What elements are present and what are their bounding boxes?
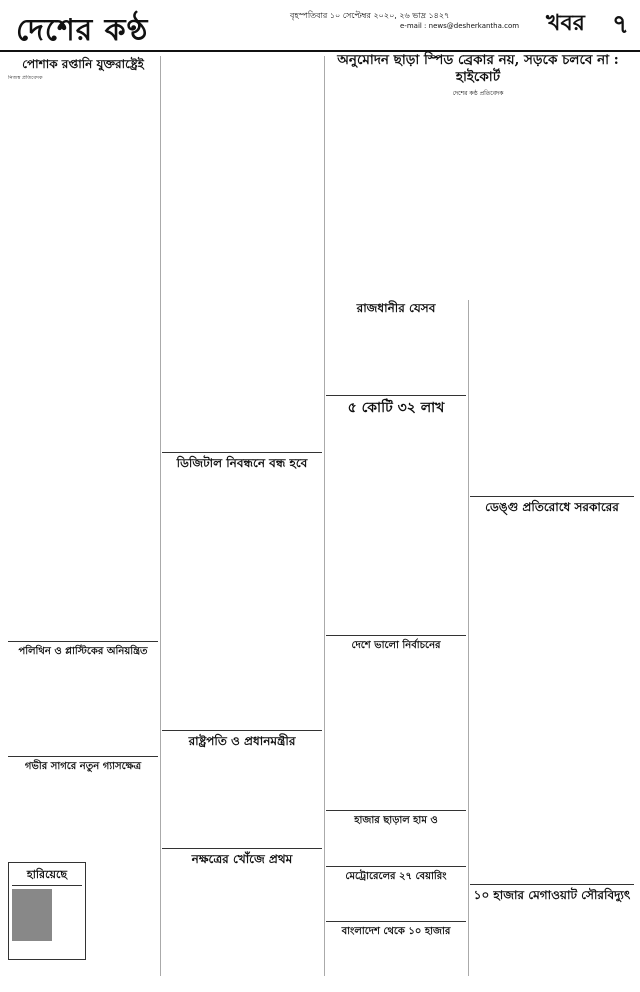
article-body	[162, 752, 322, 842]
missing-notice-title: হারিয়েছে	[12, 866, 82, 886]
article-body	[326, 419, 466, 629]
column-2	[162, 56, 322, 915]
divider	[162, 730, 322, 731]
article-headline: রাজধানীর যেসব	[356, 301, 436, 315]
article-headline: রাষ্ট্রপতি ও প্রধানমন্ত্রীর	[188, 733, 296, 748]
masthead	[0, 0, 640, 52]
column-rule	[160, 56, 161, 976]
divider	[8, 756, 158, 757]
article-body	[8, 660, 158, 750]
lead-article	[322, 52, 634, 303]
divider	[326, 866, 466, 867]
article-headline: হাজার ছাড়াল হাম ও	[354, 815, 438, 827]
divider	[162, 452, 322, 453]
divider	[326, 921, 466, 922]
divider	[470, 884, 634, 885]
missing-person-photo	[12, 889, 52, 941]
article-body	[470, 300, 634, 490]
article-body	[326, 885, 466, 915]
missing-notice	[8, 862, 86, 960]
column-1	[8, 56, 158, 960]
section-name: খবর	[546, 10, 585, 36]
article-body	[162, 474, 322, 724]
article-byline: নিজস্ব প্রতিবেদক	[8, 74, 43, 81]
lead-headline: অনুমোদন ছাড়া স্পিড ব্রেকার নয়, সড়কে চলবে না : হাইকোর্ট	[337, 52, 619, 85]
article-body	[162, 56, 322, 446]
article-body	[8, 75, 158, 635]
article-headline: ৫ কোটি ৩২ লাখ	[347, 399, 445, 416]
article-headline: গভীর সাগরে নতুন গ্যাসক্ষেত্র	[24, 761, 142, 773]
article-body	[326, 654, 466, 804]
article-headline: ডেঙ্গু প্রতিরোধে সরকারের	[485, 500, 619, 514]
article-headline: মেট্রোরেলের ২৭ বেয়ারিং	[345, 870, 447, 882]
article-headline: পলিথিন ও প্লাস্টিকের অনিয়ন্ত্রিত	[18, 645, 148, 657]
email-line: e-mail : news@desherkantha.com	[400, 22, 520, 30]
article-body	[162, 869, 322, 909]
divider	[470, 496, 634, 497]
divider	[326, 635, 466, 636]
article-body	[326, 319, 466, 389]
article-body	[470, 906, 634, 986]
article-headline: নক্ষত্রের খোঁজে প্রথম	[191, 851, 293, 866]
column-3	[326, 300, 466, 987]
article-headline: দেশে ভালো নির্বাচনের	[351, 639, 441, 651]
article-body	[470, 518, 634, 878]
article-headline: পোশাক রপ্তানি যুক্তরাষ্ট্রেই	[22, 57, 144, 71]
article-headline: ডিজিটাল নিবন্ধনে বন্ধ হবে	[176, 456, 308, 470]
divider	[326, 810, 466, 811]
article-body	[326, 830, 466, 860]
paper-name: দেশের কণ্ঠ	[16, 13, 149, 48]
article-headline: ১০ হাজার মেগাওয়াট সৌরবিদ্যুৎ	[473, 887, 631, 902]
divider	[162, 848, 322, 849]
divider	[8, 641, 158, 642]
column-4	[470, 300, 634, 992]
lead-body	[322, 103, 634, 303]
article-body	[326, 941, 466, 981]
column-rule	[468, 300, 469, 976]
divider	[326, 395, 466, 396]
article-body	[8, 776, 158, 856]
lead-byline: দেশের কণ্ঠ প্রতিবেদক	[452, 90, 504, 97]
article-headline: বাংলাদেশ থেকে ১০ হাজার	[341, 926, 451, 938]
date-line: বৃহস্পতিবার ১০ সেপ্টেম্বর ২০২০, ২৬ ভাদ্র ১৪২৭	[290, 11, 450, 20]
page-number: ৭	[612, 10, 629, 40]
